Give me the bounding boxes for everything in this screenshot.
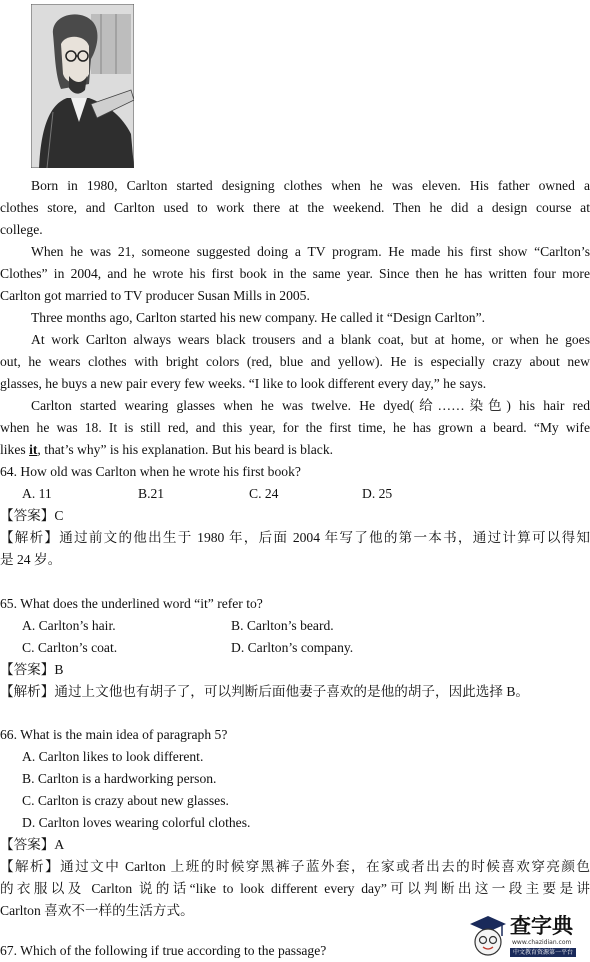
q64-option-c: C. 24 bbox=[249, 486, 279, 501]
q65-option-a: A. Carlton’s hair. bbox=[22, 618, 116, 633]
mascot-icon bbox=[468, 912, 508, 960]
q66-analysis: 【解析】通过文中 Carlton 上班的时候穿黑裤子蓝外套，在家或者出去的时候喜欢穿亮颜色 bbox=[0, 859, 590, 874]
q65-options-row-1 bbox=[0, 615, 590, 637]
passage-line: When he was 21, someone suggested doing a TV program. He made his first show “Carlton’s bbox=[31, 244, 590, 259]
q65-option-c: C. Carlton’s coat. bbox=[22, 640, 118, 655]
carlton-portrait-illustration bbox=[31, 4, 134, 168]
q66-answer: 【答案】A bbox=[0, 837, 65, 852]
chazidian-logo bbox=[468, 912, 588, 960]
passage-line: Clothes” in 2004, and he wrote his first book in the same year. Since then he has written four more bbox=[0, 266, 590, 281]
q64-options bbox=[0, 483, 590, 505]
question-65: 65. What does the underlined word “it” refer to? bbox=[0, 596, 263, 611]
q64-option-a: A. 11 bbox=[22, 486, 52, 501]
q64-analysis: 是 24 岁。 bbox=[0, 552, 62, 567]
logo-slogan: 中文教育资源第一平台 bbox=[510, 948, 576, 957]
passage-text: , that’s why” is his explanation. But his beard is black. bbox=[37, 442, 334, 457]
q65-analysis: 【解析】通过上文他也有胡子了，可以判断后面他妻子喜欢的是他的胡子，因此选择 B。 bbox=[0, 684, 530, 699]
q64-option-b: B.21 bbox=[138, 486, 165, 501]
passage-line: Carlton got married to TV producer Susan Mills in 2005. bbox=[0, 288, 310, 303]
passage-line: Three months ago, Carlton started his new company. He called it “Design Carlton”. bbox=[31, 310, 486, 325]
q66-option-b: B. Carlton is a hardworking person. bbox=[22, 771, 217, 786]
q66-option-d: D. Carlton loves wearing colorful clothes. bbox=[22, 815, 251, 830]
passage-line: when he was 18. It is still red, and this year, for the first time, he has grown a beard. “My wife bbox=[0, 420, 590, 435]
q66-analysis: 的衣服以及 Carlton 说的话“like to look different every day”可以判断出这一段主要是讲 bbox=[0, 881, 590, 896]
logo-title: 查字典 bbox=[510, 914, 573, 938]
passage-line: Carlton started wearing glasses when he was twelve. He dyed(给……染色) his hair red bbox=[31, 398, 590, 413]
passage-line bbox=[0, 439, 590, 461]
underlined-word-it: it bbox=[29, 442, 38, 457]
question-64: 64. How old was Carlton when he wrote his first book? bbox=[0, 464, 301, 479]
q65-answer: 【答案】B bbox=[0, 662, 64, 677]
q66-option-a: A. Carlton likes to look different. bbox=[22, 749, 204, 764]
q65-options-row-2 bbox=[0, 637, 590, 659]
passage-line: glasses, he buys a new pair every few weeks. “I like to look different every day,” he says. bbox=[0, 376, 487, 391]
passage-line: At work Carlton always wears black trousers and a blank coat, but at home, or when he goes bbox=[31, 332, 590, 347]
passage-line: Born in 1980, Carlton started designing clothes when he was eleven. His father owned a bbox=[31, 178, 590, 193]
logo-url: www.chazidian.com bbox=[512, 939, 572, 946]
q65-option-b: B. Carlton’s beard. bbox=[231, 618, 334, 633]
passage-line: out, he wears clothes with bright colors (red, blue and yellow). He is especially crazy about new bbox=[0, 354, 590, 369]
q64-analysis: 【解析】通过前文的他出生于 1980 年，后面 2004 年写了他的第一本书，通过计算可以得知 bbox=[0, 530, 590, 545]
passage-text: likes bbox=[0, 442, 30, 457]
passage-line: college. bbox=[0, 222, 43, 237]
q65-option-d: D. Carlton’s company. bbox=[231, 640, 354, 655]
question-67: 67. Which of the following if true according to the passage? bbox=[0, 943, 327, 958]
q64-option-d: D. 25 bbox=[362, 486, 393, 501]
passage-line: clothes store, and Carlton used to work there at the weekend. Then he did a design course at bbox=[0, 200, 590, 215]
q66-analysis: Carlton 喜欢不一样的生活方式。 bbox=[0, 903, 194, 918]
q66-option-c: C. Carlton is crazy about new glasses. bbox=[22, 793, 229, 808]
question-66: 66. What is the main idea of paragraph 5? bbox=[0, 727, 228, 742]
q64-answer: 【答案】C bbox=[0, 508, 64, 523]
